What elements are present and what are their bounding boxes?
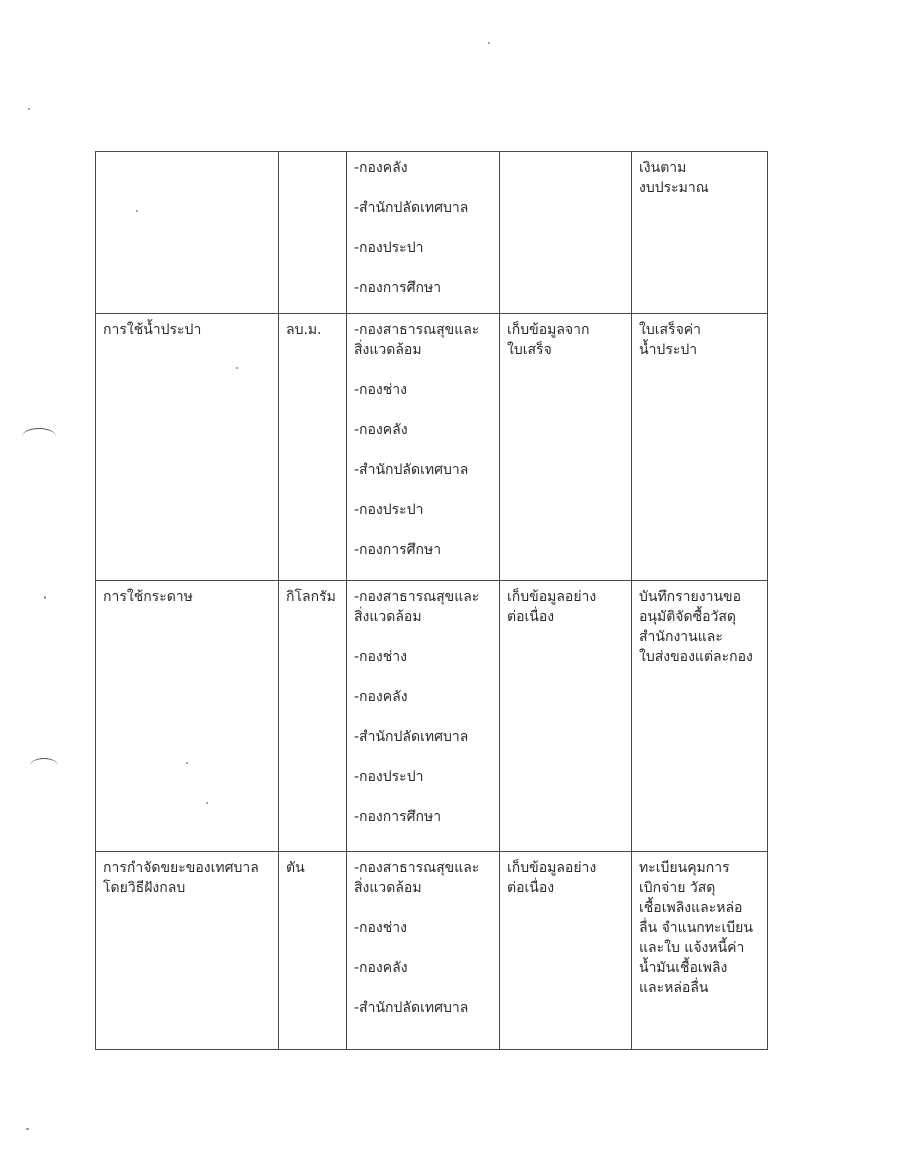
activity-line: การใช้น้ำประปา (103, 322, 202, 338)
department-item (354, 238, 493, 258)
unit-cell (279, 581, 347, 852)
table-row (96, 852, 768, 1050)
evidence-cell (632, 314, 768, 581)
unit-cell (279, 314, 347, 581)
activity-line: การใช้กระดาษ (103, 589, 193, 605)
scan-speck (28, 108, 30, 110)
scan-speck (44, 596, 46, 599)
department-item (354, 158, 493, 178)
department-line: -สำนักปลัดเทศบาล (354, 462, 469, 478)
department-line: สิ่งแวดล้อม (354, 342, 422, 358)
department-line: -สำนักปลัดเทศบาล (354, 729, 469, 745)
method-cell (500, 581, 632, 852)
table-row (96, 581, 768, 852)
department-item (354, 998, 493, 1018)
evidence-line: เบิกจ่าย วัสดุ (639, 880, 716, 896)
method-line: เก็บข้อมูลอย่าง (507, 589, 597, 605)
method-cell (500, 314, 632, 581)
departments-cell (347, 581, 500, 852)
data-table (95, 151, 768, 1050)
activity-line: การกำจัดขยะของเทศบาล (103, 860, 259, 876)
department-line: -กองคลัง (354, 689, 408, 705)
department-line: -กองช่าง (354, 920, 407, 936)
evidence-line: บันทึกรายงานขอ (639, 589, 741, 605)
department-line: สิ่งแวดล้อม (354, 880, 422, 896)
evidence-cell (632, 852, 768, 1050)
evidence-line: สำนักงานและ (639, 629, 723, 645)
evidence-line: งบประมาณ (639, 180, 709, 196)
department-line: -กองการศึกษา (354, 280, 442, 296)
unit-line: ลบ.ม. (286, 322, 322, 338)
evidence-line: ทะเบียนคุมการ (639, 860, 730, 876)
activity-cell (96, 152, 279, 314)
department-item (354, 647, 493, 667)
scan-speck (488, 42, 490, 44)
department-line: -กองสาธารณสุขและ (354, 322, 480, 338)
department-item (354, 918, 493, 938)
evidence-line: ใบเสร็จค่า (639, 322, 702, 338)
department-line: -กองช่าง (354, 649, 407, 665)
department-line: -สำนักปลัดเทศบาล (354, 200, 469, 216)
unit-line: กิโลกรัม (286, 589, 336, 605)
scan-mark (22, 428, 56, 445)
department-line: -กองประปา (354, 502, 424, 518)
department-line: -กองการศึกษา (354, 542, 442, 558)
departments-cell (347, 152, 500, 314)
department-line: -กองช่าง (354, 382, 407, 398)
department-line: -กองคลัง (354, 422, 408, 438)
method-line: ต่อเนื่อง (507, 880, 555, 896)
department-item (354, 380, 493, 400)
evidence-cell (632, 152, 768, 314)
table-row (96, 152, 768, 314)
activity-cell (96, 581, 279, 852)
department-item (354, 727, 493, 747)
department-line: -กองประปา (354, 240, 424, 256)
activity-cell (96, 852, 279, 1050)
department-item (354, 320, 493, 360)
department-line: -กองคลัง (354, 960, 408, 976)
evidence-line: และหล่อลื่น (639, 980, 709, 996)
department-item (354, 540, 493, 560)
department-line: -กองคลัง (354, 160, 408, 176)
department-line: -กองประปา (354, 769, 424, 785)
department-line: -กองสาธารณสุขและ (354, 860, 480, 876)
unit-cell (279, 852, 347, 1050)
method-line: เก็บข้อมูลอย่าง (507, 860, 597, 876)
department-item (354, 420, 493, 440)
activity-cell (96, 314, 279, 581)
departments-cell (347, 852, 500, 1050)
method-cell (500, 852, 632, 1050)
evidence-line: น้ำประปา (639, 342, 698, 358)
method-line: เก็บข้อมูลจาก (507, 322, 590, 338)
evidence-line: ลื่น จำแนกทะเบียน (639, 920, 753, 936)
method-line: ใบเสร็จ (507, 342, 552, 358)
table-body (96, 152, 768, 1050)
department-line: -กองการศึกษา (354, 809, 442, 825)
evidence-line: น้ำมันเชื้อเพลิง (639, 960, 728, 976)
department-item (354, 278, 493, 298)
department-line: สิ่งแวดล้อม (354, 609, 422, 625)
department-line: -กองสาธารณสุขและ (354, 589, 480, 605)
table-row (96, 314, 768, 581)
department-item (354, 767, 493, 787)
department-item (354, 460, 493, 480)
evidence-line: เชื้อเพลิงและหล่อ (639, 900, 743, 916)
departments-cell (347, 314, 500, 581)
evidence-line: เงินตาม (639, 160, 687, 176)
evidence-line: ใบส่งของแต่ละกอง (639, 649, 753, 665)
method-line: ต่อเนื่อง (507, 609, 555, 625)
department-item (354, 807, 493, 827)
evidence-line: และใบ แจ้งหนี้ค่า (639, 940, 745, 956)
evidence-line: อนุมัติจัดซื้อวัสดุ (639, 609, 737, 625)
method-cell (500, 152, 632, 314)
evidence-cell (632, 581, 768, 852)
unit-cell (279, 152, 347, 314)
department-item (354, 587, 493, 627)
activity-line: โดยวิธีฝังกลบ (103, 880, 186, 896)
scan-mark (30, 758, 58, 773)
unit-line: ตัน (286, 860, 305, 876)
department-line: -สำนักปลัดเทศบาล (354, 1000, 469, 1016)
department-item (354, 500, 493, 520)
department-item (354, 198, 493, 218)
scan-speck (26, 1128, 29, 1130)
department-item (354, 858, 493, 898)
department-item (354, 958, 493, 978)
department-item (354, 687, 493, 707)
